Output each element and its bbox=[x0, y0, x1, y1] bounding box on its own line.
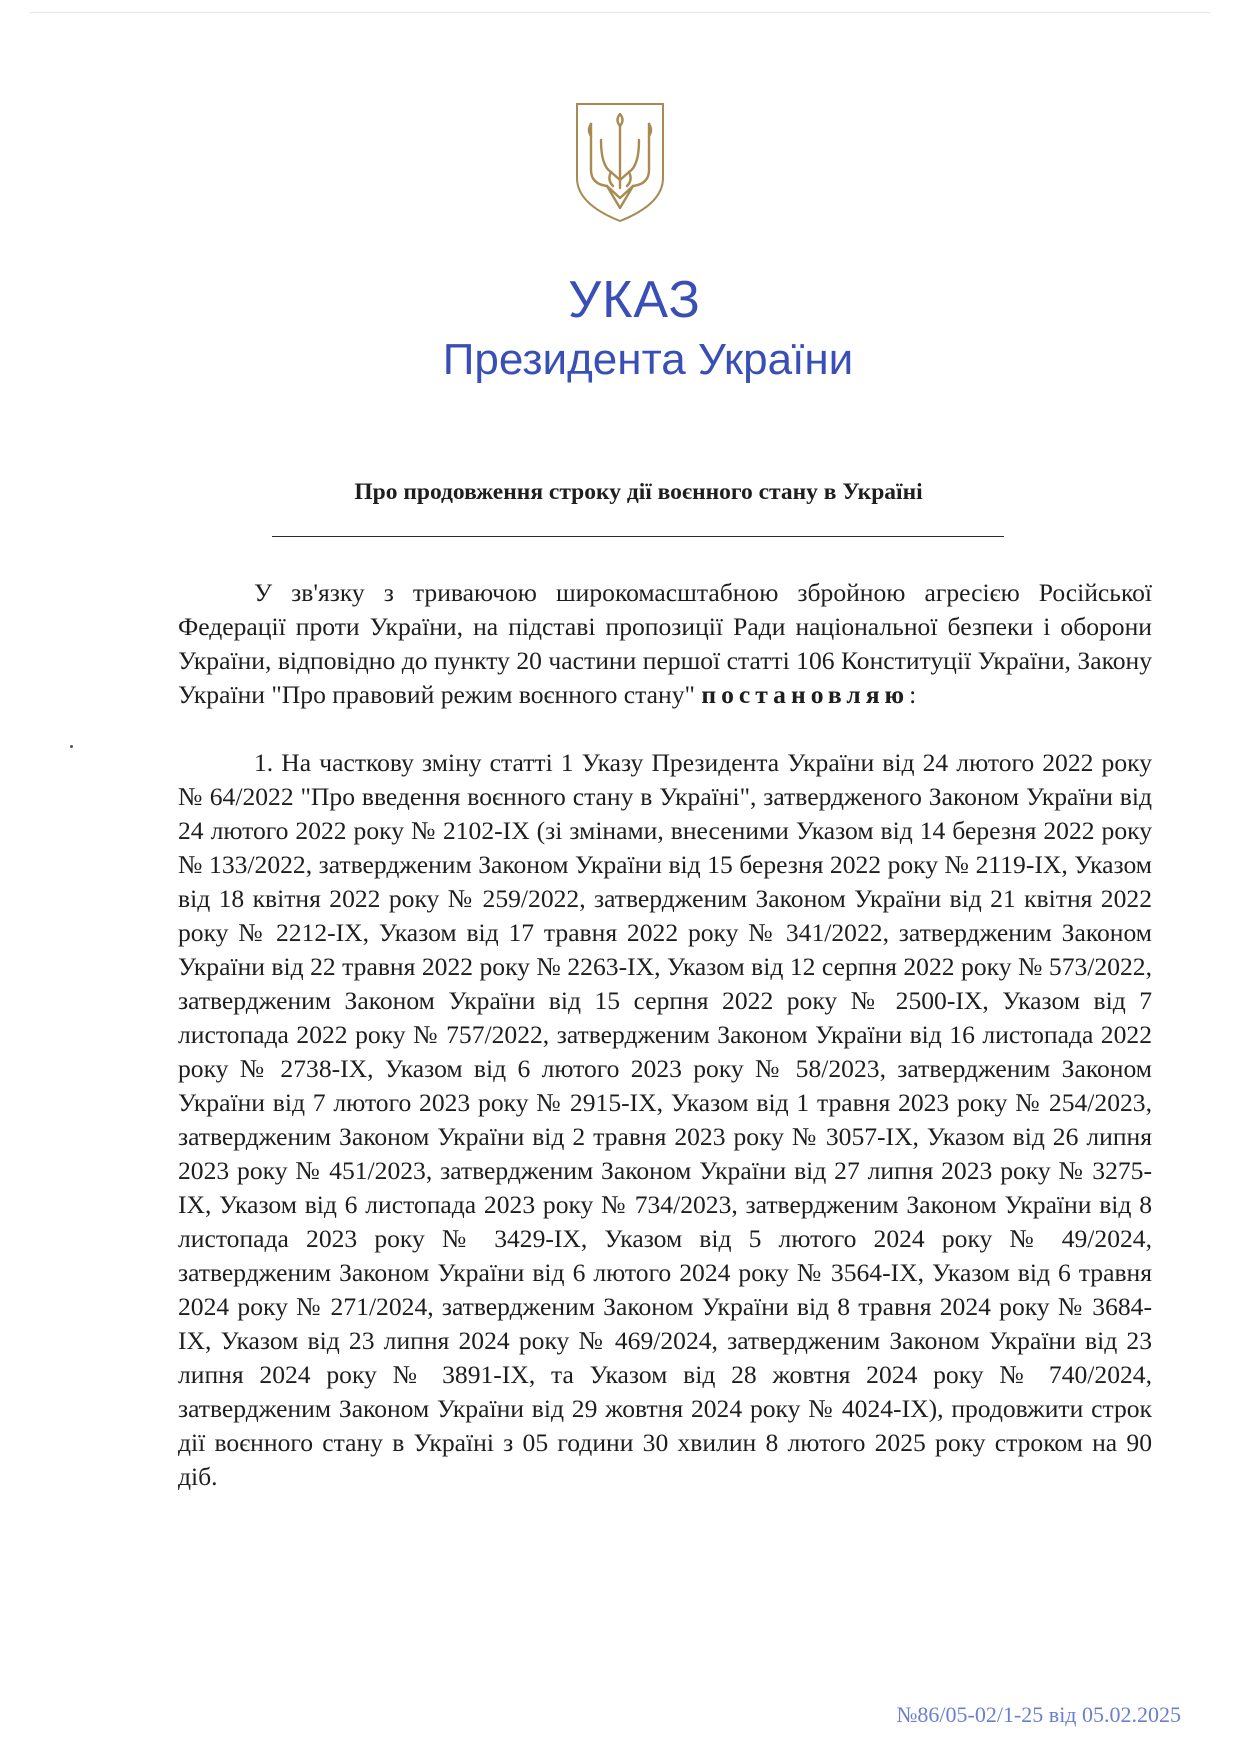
trident-coat-of-arms-icon bbox=[573, 100, 667, 225]
subject-underline bbox=[272, 536, 1004, 537]
document-body bbox=[178, 576, 1152, 1494]
document-title: УКАЗ bbox=[568, 271, 701, 329]
article-paragraph: 1. На часткову зміну статті 1 Указу Президента України від 24 лютого 2022 року № 64/2022 "Про введення воєнного стану в Україні", затвердженого Законом України від 24 лютого 2022 року № 2102-IX (зі змінами, внесеними Указом від 14 березня 2022 року № 133/2022, затвердженим Законом України від 15 березня 2022 року № 2119-IX, Указом від 18 квітня 2022 року № 259/2022, затвердженим Законом України від 21 квітня 2022 року № 2212-IX, Указом від 17 травня 2022 року № 341/2022, затвердженим Законом України від 22 травня 2022 року № 2263-IX, Указом від 12 серпня 2022 року № 573/2022, затвердженим Законом України від 15 серпня 2022 року № 2500-IX, Указом від 7 листопада 2022 року № 757/2022, затвердженим Законом України від 16 листопада 2022 року № 2738-IX, Указом від 6 лютого 2023 року № 58/2023, затвердженим Законом України від 7 лютого 2023 року № 2915-IX, Указом від 1 травня 2023 року № 254/2023, затвердженим Законом України від 2 травня 2023 року № 3057-IX, Указом від 26 липня 2023 року № 451/2023, затвердженим Законом України від 27 липня 2023 року № 3275-IX, Указом від 6 листопада 2023 року № 734/2023, затвердженим Законом України від 8 листопада 2023 року № 3429-IX, Указом від 5 лютого 2024 року № 49/2024, затвердженим Законом України від 6 лютого 2024 року № 3564-IX, Указом від 6 травня 2024 року № 271/2024, затвердженим Законом України від 8 травня 2024 року № 3684-IX, Указом від 23 липня 2024 року № 469/2024, затвердженим Законом України від 23 липня 2024 року № 3891-IX, та Указом від 28 жовтня 2024 року № 740/2024, затвердженим Законом України від 29 жовтня 2024 року № 4024-IX), продовжити строк дії воєнного стану в Україні з 05 години 30 хвилин 8 лютого 2025 року строком на 90 діб. bbox=[178, 748, 1152, 1491]
scan-speck bbox=[70, 745, 73, 748]
document-subject: Про продовження строку дії воєнного стану в Україні bbox=[354, 479, 923, 505]
document-title-block bbox=[0, 270, 1241, 390]
registration-stamp: №86/05-02/1-25 від 05.02.2025 bbox=[896, 1702, 1181, 1727]
page-top-edge bbox=[30, 12, 1210, 13]
preamble-text: У зв'язку з триваючою широкомасштабною збройною агресією Російської Федерації проти України, на підставі пропозиції Ради національної безпеки і оборони України, відповідно до пункту 20 частини першої статті 106 Конституції України, Закону України "Про правовий режим воєнного стану" bbox=[178, 578, 1152, 709]
decree-word: постановляю bbox=[701, 680, 910, 709]
decree-suffix: : bbox=[909, 680, 917, 709]
document-subtitle: Президента України bbox=[442, 335, 854, 384]
preamble-paragraph bbox=[178, 576, 1152, 712]
